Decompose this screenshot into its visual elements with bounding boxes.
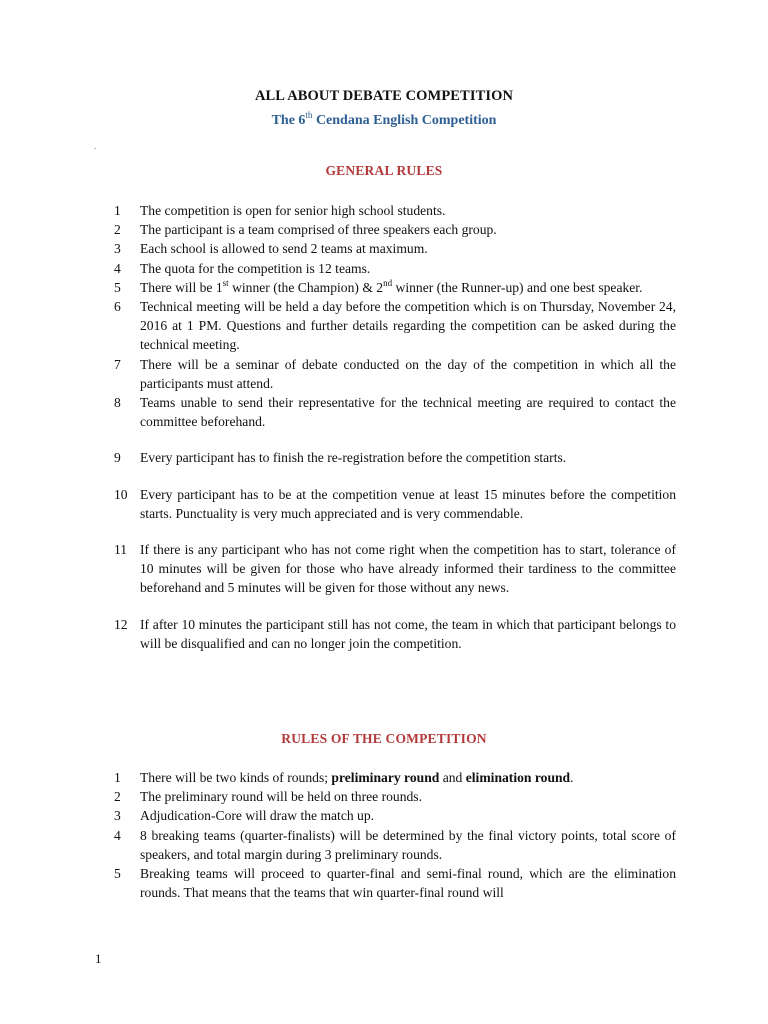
rule-number: 12 <box>114 616 128 632</box>
rule-text: Every participant has to be at the competition venue at least 15 minutes before the competition starts. Punctuality is very much appreciated and is very commendable. <box>140 486 676 521</box>
general-rule-5 <box>114 278 676 297</box>
rule-number: 11 <box>114 542 128 558</box>
competition-rules-heading: RULES OF THE COMPETITION <box>281 731 487 746</box>
general-rule-1 <box>114 201 676 220</box>
general-rule-7 <box>114 355 676 393</box>
rule-text: Adjudication-Core will draw the match up. <box>140 808 375 824</box>
rule-number: 9 <box>114 450 121 466</box>
elimination-round-term: elimination round <box>465 770 571 785</box>
rule-text: The participant is a team comprised of three speakers each group. <box>140 222 497 238</box>
rule-number: 1 <box>114 203 121 218</box>
rule-text: Technical meeting will be held a day before the competition which is on Thursday, November 24, 2016 at 1 PM. Questions and further details regarding the competition can be asked during the technical meeting. <box>140 299 676 353</box>
rule-text: The quota for the competition is 12 teams. <box>140 260 371 276</box>
rule-number: 8 <box>114 395 121 411</box>
general-rule-9 <box>114 448 676 467</box>
competition-rule-2 <box>114 787 676 806</box>
rule-number: 3 <box>114 808 121 824</box>
general-rule-12 <box>114 615 676 653</box>
subtitle-suffix: Cendana English Competition <box>312 113 497 128</box>
rule-text: Breaking teams will proceed to quarter-final and semi-final round, which are the elimination rounds. That means that the teams that win quarter-final round will <box>140 866 676 901</box>
rule-text-part: winner (the Runner-up) and one best speaker. <box>392 279 643 295</box>
rule-text: The preliminary round will be held on three rounds. <box>140 789 422 805</box>
competition-rule-4 <box>114 826 676 864</box>
general-rule-4 <box>114 259 676 278</box>
general-rule-10 <box>114 485 676 523</box>
subtitle-prefix: The 6 <box>271 113 306 128</box>
rule-number: 1 <box>114 770 121 785</box>
competition-rule-5 <box>114 864 676 902</box>
rule-text-part: . <box>570 770 574 785</box>
rule-text <box>140 770 574 785</box>
competition-rule-3 <box>114 806 676 825</box>
page-number: 1 <box>95 951 102 966</box>
preliminary-round-term: preliminary round <box>331 770 440 785</box>
rule-text-part: winner (the Champion) & 2 <box>228 279 384 295</box>
rule-text: If there is any participant who has not come right when the competition has to start, tolerance of 10 minutes will be given for those who have already informed their tardiness to the committee beforehand and 5 minutes will be given for those without any news. <box>140 542 676 596</box>
rule-text: Teams unable to send their representative for the technical meeting are required to contact the committee beforehand. <box>140 395 676 430</box>
rule-text-part: There will be two kinds of rounds; <box>140 770 332 785</box>
rule-number: 2 <box>114 789 121 805</box>
rule-text: There will be a seminar of debate conducted on the day of the competition in which all the participants must attend. <box>140 356 676 391</box>
document-title: ALL ABOUT DEBATE COMPETITION <box>254 88 514 104</box>
rule-number: 4 <box>114 260 121 276</box>
general-rules-heading: GENERAL RULES <box>325 163 443 178</box>
general-rule-11 <box>114 540 676 598</box>
rule-number: 3 <box>114 241 121 257</box>
rule-number: 2 <box>114 222 121 238</box>
stray-mark: . <box>94 141 97 151</box>
general-rule-6 <box>114 297 676 355</box>
rule-text: Every participant has to finish the re-registration before the competition starts. <box>140 450 567 466</box>
rule-text-part: and <box>439 770 466 785</box>
ordinal-suffix: st <box>222 277 229 288</box>
competition-rules-list <box>114 768 676 902</box>
general-rule-2 <box>114 220 676 239</box>
rule-number: 7 <box>114 356 121 372</box>
document-subtitle <box>0 110 768 129</box>
competition-rule-1 <box>114 768 676 787</box>
general-rule-3 <box>114 239 676 258</box>
rule-text-part: There will be 1 <box>140 279 223 295</box>
rule-number: 4 <box>114 827 121 843</box>
rule-number: 5 <box>114 279 121 295</box>
ordinal-suffix: nd <box>383 277 393 288</box>
subtitle-ordinal: th <box>305 110 313 120</box>
rule-text: The competition is open for senior high school students. <box>140 203 446 218</box>
rule-number: 6 <box>114 299 121 315</box>
rule-number: 5 <box>114 866 121 882</box>
rule-text: If after 10 minutes the participant still has not come, the team in which that participant belongs to will be disqualified and can no longer join the competition. <box>140 616 676 651</box>
rule-number: 10 <box>114 486 128 502</box>
rule-text: 8 breaking teams (quarter-finalists) will be determined by the final victory points, total score of speakers, and total margin during 3 preliminary rounds. <box>140 827 676 862</box>
rule-text <box>140 277 643 295</box>
rule-text: Each school is allowed to send 2 teams at maximum. <box>140 241 428 257</box>
general-rules-list <box>114 201 676 653</box>
general-rule-8 <box>114 393 676 431</box>
